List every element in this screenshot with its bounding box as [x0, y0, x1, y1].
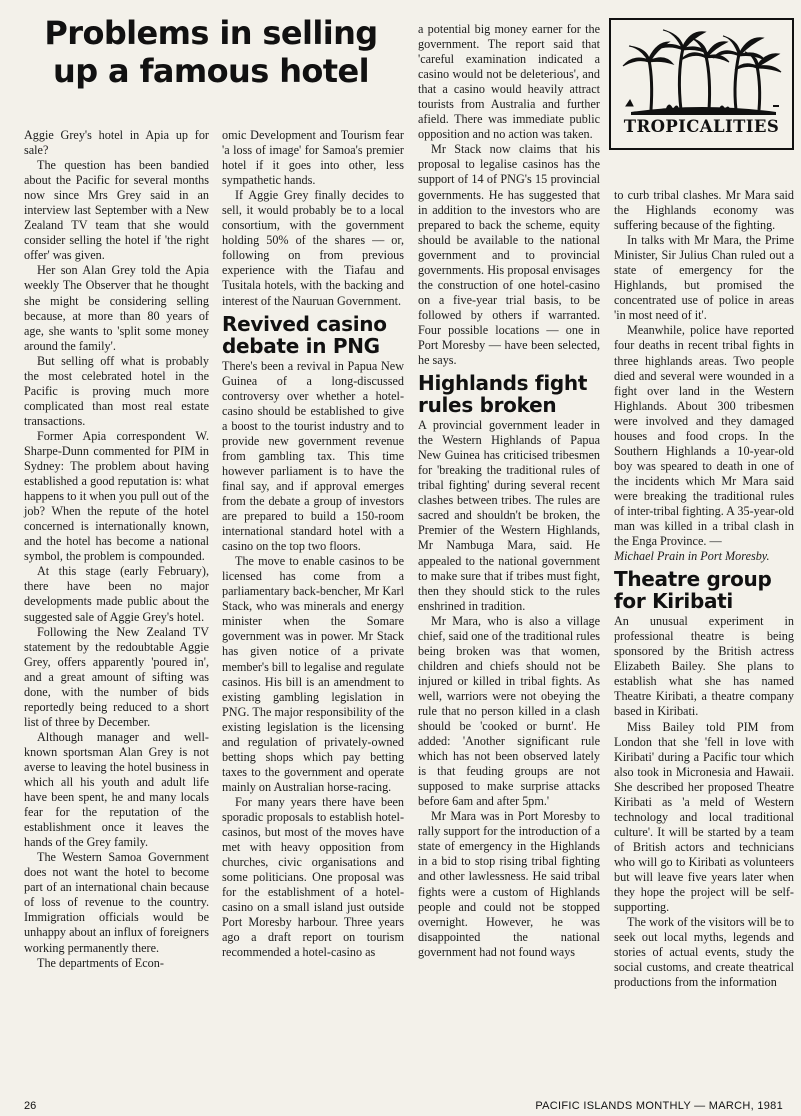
page-number: 26 — [24, 1100, 37, 1112]
paragraph: But selling off what is probably the most celebrated hotel in the Pacific is proving much more complicated than most real estate transactions. — [24, 353, 209, 428]
paragraph: Although manager and well-known sportsman Alan Grey is not averse to leaving the hotel business in which all his youth and adult life have been spent, he and many locals fear for the reputation of the establishment once it leaves the hands of the Grey family. — [24, 729, 209, 850]
paragraph: There's been a revival in Papua New Guinea of a long-discussed controversy over whether a hotel-casino should be established to give a boost to the tourist industry and to provide new government revenue from gambling tax. This time however parliament is to have the final say, and if approval emerges from the debate a group of investors are prepared to build a 150-room international standard hotel with a casino on the top two floors. — [222, 358, 404, 554]
tropicalities-logo — [609, 18, 794, 150]
column-3 — [418, 22, 600, 960]
column-1 — [24, 128, 209, 971]
paragraph: The work of the visitors will be to seek out local myths, legends and stories of actual events, study the social customs, and create theatrical productions from the information — [614, 915, 794, 990]
article-headline: Revived casino debate in PNG — [222, 311, 387, 358]
paragraph: Following the New Zealand TV statement by the redoubtable Aggie Grey, offers apparently 'poured in', and a great amount of sifting was done, with the number of bids reportedly being reduced to a short list of three by December. — [24, 624, 209, 729]
article-headline: Theatre group for Kiribati — [614, 567, 772, 614]
column-2 — [222, 128, 404, 960]
tropicalities-label: TROPICALITIES — [623, 117, 780, 136]
paragraph: In talks with Mr Mara, the Prime Minister, Sir Julius Chan ruled out a state of emergency for the Highlands, but promised the concentrated use of police in areas 'in most need of it'. — [614, 233, 794, 323]
paragraph: Mr Mara was in Port Moresby to rally support for the introduction of a state of emergency in the Highlands in a bid to stop rising tribal fighting and other lawlessness. He said tribal fights were a custom of Highlands people and could not be stopped overnight. However, he was disappointed the national government had not found ways — [418, 809, 600, 959]
paragraph: The move to enable casinos to be licensed has come from a parliamentary back-bencher, Mr Karl Stack, who was minerals and energy minister when the Somare government was in power. Mr Stack has given notice of a private member's bill to legalise and regulate casinos. His bill is an amendment to existing gambling legislation in PNG. The major responsibility of the existing legislation is the licensing and regulation of privately-owned betting shops which pay betting taxes to the government and operate mainly on Australian horse-racing. — [222, 554, 404, 794]
masthead: PACIFIC ISLANDS MONTHLY — MARCH, 1981 — [535, 1100, 783, 1112]
paragraph: The question has been bandied about the Pacific for several months now since Mrs Grey said in an interview last September with a New Zealand TV team that she would consider selling the hotel if 'the right offer' was given. — [24, 158, 209, 263]
column-4 — [614, 188, 794, 990]
paragraph: For many years there have been sporadic proposals to establish hotel-casinos, but most of the moves have met with heavy opposition from churches, civic organisations and some politicians. One proposal was for the establishment of a hotel-casino on a small island just outside Port Moresby harbour. Three years ago a draft report on tourism recommended a hotel-casino as — [222, 794, 404, 960]
paragraph: If Aggie Grey finally decides to sell, it would probably be to a local consortium, with the government holding 50% of the shares — or, following on from previous experience with the Tiafau and Tusitala hotels, with the backing and interest of the Nauruan Government. — [222, 188, 404, 308]
paragraph: Mr Stack now claims that his proposal to legalise casinos has the support of 14 of PNG's 15 provincial governments. He has suggested that in addition to the investors who are prepared to back the scheme, equity should be available to the national government and to provincial governments. His proposal envisages the construction of one hotel-casino on a five-year trial basis, to be followed by others if warranted. Four possible locations — one in Port Moresby — have been selected, he says. — [418, 142, 600, 368]
paragraph: The Western Samoa Government does not want the hotel to become part of an international chain because of loss of revenue to the country. Immigration officials would be unhappy about an influx of foreigners working permanently there. — [24, 850, 209, 955]
paragraph: Miss Bailey told PIM from London that she 'fell in love with Kiribati' during a Pacific tour which also took in Micronesia and Hawaii. She described her proposed Theatre Kiribati as 'a meld of Western technology and local traditional culture'. It will be started by a team of British actors and technicians who will go to Kiribati as volunteers but will leave five years later when they hope the project will be self-supporting. — [614, 719, 794, 915]
paragraph: Former Apia correspondent W. Sharpe-Dunn commented for PIM in Sydney: The problem about having established a good reputation is: what happens to it when you pull out of the job? When the repute of the hotel concerned is internationally known, and the hotel has become a national symbol, the problem is compounded. — [24, 428, 209, 564]
paragraph: Her son Alan Grey told the Apia weekly The Observer that he thought she might be considering selling because, at more than 80 years of age, she wants to 'split some money around the family'. — [24, 263, 209, 353]
paragraph: The departments of Econ- — [37, 955, 164, 970]
paragraph: Meanwhile, police have reported four deaths in recent tribal fights in three highlands areas. Two people died and several were wounded in a fight over land in the Western Highlands. About 300 tribesmen were involved and they damaged houses and food crops. In the Southern Highlands a 10-year-old boy was speared to death in one of the incidents which Mr Mara said were breaking the traditional rules of inter-tribal fighting. A 35-year-old man was killed in a tribal clash in the Enga Province. — — [614, 323, 794, 549]
paragraph: omic Development and Tourism fear 'a loss of image' for Samoa's premier hotel if it goes into other, less sympathetic hands. — [222, 128, 404, 188]
paragraph: At this stage (early February), there have been no major developments made public about the suggested sale of Aggie Grey's hotel. — [24, 564, 209, 624]
byline: Michael Prain in Port Moresby. — [614, 549, 770, 564]
paragraph: Mr Mara, who is also a village chief, said one of the traditional rules being broken was that women, children and chiefs should not be injured or killed in tribal fights. As well, warriors were not obeying the rule that no person killed in a clash should be 'cooked or burnt'. He added: 'Another significant rule which has not been observed lately is that feuding groups are not supposed to make surprise attacks before 6am and after 5pm.' — [418, 613, 600, 809]
article-headline: Highlands fight rules broken — [418, 371, 588, 418]
paragraph: to curb tribal clashes. Mr Mara said the Highlands economy was suffering because of the fighting. — [614, 188, 794, 233]
article-headline: Problems in selling up a famous hotel — [44, 14, 378, 90]
paragraph: a potential big money earner for the government. The report said that 'careful examination indicated a casino would not be deleterious', and that a casino would heavily attract tourists from Australia and further afield. There was immediate public opposition and no action was taken. — [418, 22, 600, 142]
paragraph: An unusual experiment in professional theatre is being sponsored by the British actress Elizabeth Bailey. She plans to establish what she has named Theatre Kiribati, a theatre company based in Kiribati. — [614, 614, 794, 719]
paragraph: A provincial government leader in the Western Highlands of Papua New Guinea has criticised tribesmen for 'breaking the traditional rules of tribal fighting' during several recent clashes between tribes. The rules are sacred and shouldn't be broken, the Premier of the Western Highlands, Mr Nambuga Mara, said. He appealed to the national government to make sure that if tribes must fight, then they should stick to the rules enshrined in tradition. — [418, 418, 600, 613]
paragraph: Aggie Grey's hotel in Apia up for sale? — [24, 128, 209, 158]
